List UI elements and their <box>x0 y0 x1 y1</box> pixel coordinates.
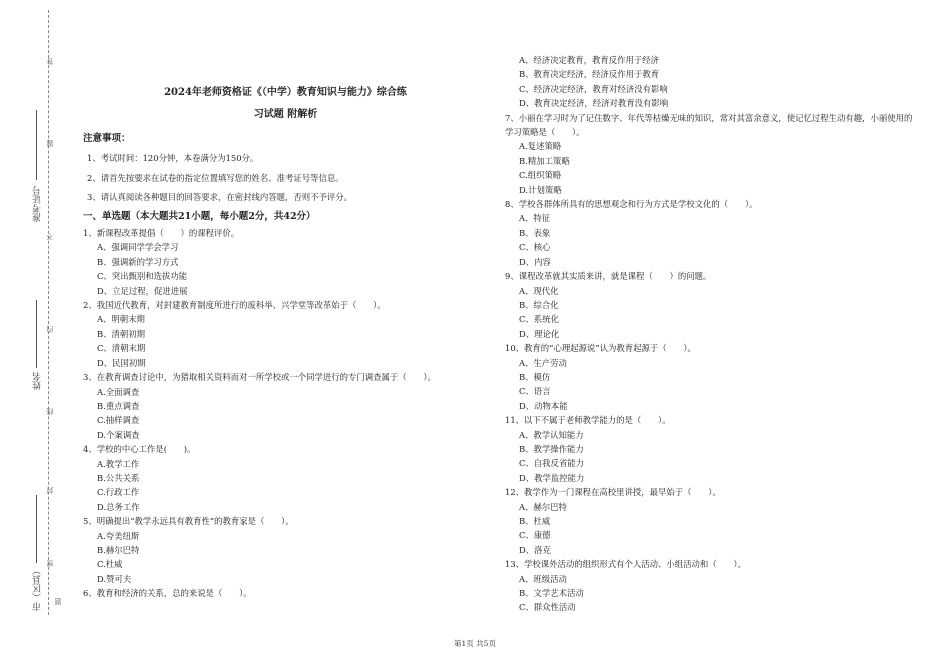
notice-item: 3、请认真阅读各种题目的回答要求，在密封线内答题，否则不予评分。 <box>87 192 352 203</box>
exam-number-blank <box>36 110 37 180</box>
answer-option: B.公共关系 <box>97 472 140 483</box>
answer-option: B、教育决定经济，经济反作用于教育 <box>519 69 660 80</box>
seal-char-feng: 封 <box>46 487 54 494</box>
district-label: 市（区县） <box>33 566 43 611</box>
question-stem: 6、教育和经济的关系，总的来说是（ ）。 <box>83 588 252 599</box>
question-stem: 9、课程改革就其实质来讲，就是课程（ ）的问题。 <box>505 271 712 282</box>
answer-option: D、民国初期 <box>97 357 146 368</box>
answer-option: A、教学认知能力 <box>519 429 584 440</box>
seal-char-da: 答 <box>46 58 54 65</box>
exam-title-line2: 习试题 附解析 <box>253 109 318 120</box>
answer-option: C、经济决定经济，教育对经济没有影响 <box>519 83 668 94</box>
answer-option: A、现代化 <box>519 285 559 296</box>
question-stem: 7、小丽在学习时为了记住数字、年代等枯燥无味的知识，常对其富余意义，使记忆过程生动有趣，小丽使用的学习策略是（ ）。 <box>505 112 913 138</box>
answer-option: C、核心 <box>519 242 551 253</box>
answer-option: D.赞可夫 <box>97 573 132 584</box>
question-stem: 5、明确提出“教学永远具有教育性”的教育家是（ ）。 <box>83 516 294 527</box>
answer-option: B.重点调查 <box>97 400 140 411</box>
left-column <box>83 82 488 601</box>
answer-option: D、洛克 <box>519 544 551 555</box>
answer-option: A.复述策略 <box>519 141 562 152</box>
answer-option: C.抽样调查 <box>97 415 140 426</box>
answer-option: A、赫尔巴特 <box>519 501 567 512</box>
answer-option: A、班级活动 <box>519 573 567 584</box>
answer-option: A、经济决定教育，教育反作用于经济 <box>519 55 660 65</box>
answer-option: D、内容 <box>519 256 551 267</box>
answer-option: D、教学监控能力 <box>519 472 585 483</box>
answer-option: A、生产劳动 <box>519 357 567 368</box>
answer-option: B、综合化 <box>519 299 559 310</box>
answer-option: B、模仿 <box>519 371 551 382</box>
answer-option: A.全面调查 <box>97 386 140 397</box>
answer-option: C、语言 <box>519 386 551 397</box>
answer-option: B、文学艺术活动 <box>519 588 584 599</box>
answer-option: C.组织策略 <box>519 170 562 181</box>
answer-option: B、杜威 <box>519 516 551 526</box>
answer-option: A、特征 <box>519 213 551 224</box>
answer-option: D、理论化 <box>519 328 560 339</box>
answer-option: D、动物本能 <box>519 400 568 411</box>
page-footer: 第1页 共5页 <box>454 639 496 648</box>
answer-option: B.赫尔巴特 <box>97 544 140 555</box>
notice-heading: 注意事项： <box>83 133 131 144</box>
answer-option: C.杜威 <box>97 559 123 570</box>
answer-option: D.个案调查 <box>97 429 140 440</box>
answer-option: C、突出甄别和选拔功能 <box>97 271 188 282</box>
question-stem: 10、教育的“心理起源说”认为教育起源于（ ）。 <box>505 343 696 354</box>
name-label: 姓名 <box>33 372 43 390</box>
question-stem: 8、学校各群体所具有的思想观念和行为方式是学校文化的（ ）。 <box>505 199 758 210</box>
answer-option: D.总务工作 <box>97 501 140 512</box>
exam-title-line1: 2024年老师资格证《（中学）教育知识与能力》综合练 <box>164 87 407 98</box>
question-stem: 3、在教育调查讨论中，为猎取相关资料而对一所学校或一个同学进行的专门调查属于（ ）。 <box>83 372 436 383</box>
answer-option: B、表象 <box>519 227 551 238</box>
seal-char-mi: 密 <box>46 560 54 567</box>
answer-option: C、清朝末期 <box>97 343 146 354</box>
seal-char-ti: 题 <box>46 140 54 147</box>
answer-option: A.夸美纽斯 <box>97 530 140 541</box>
answer-option: C、系统化 <box>519 314 559 325</box>
answer-option: B、强调新的学习方式 <box>97 256 179 267</box>
answer-option: C、群众性活动 <box>519 602 576 613</box>
answer-option: D、立足过程，促进进展 <box>97 285 188 296</box>
name-blank <box>36 300 37 368</box>
seal-char-bu: 不 <box>46 233 54 240</box>
seal-char-nei: 内 <box>46 326 54 333</box>
seal-dashed-line <box>48 10 49 615</box>
answer-option: C.行政工作 <box>97 487 140 498</box>
notice-item: 1、考试时间：120分钟，本卷满分为150分。 <box>87 153 259 164</box>
answer-option: B、清朝初期 <box>97 328 146 339</box>
question-stem: 2、我国近代教育，对封建教育制度所进行的废科举、兴学堂等改革始于（ ）。 <box>83 300 386 311</box>
left-question-list <box>83 226 488 601</box>
q6-option-list <box>505 53 913 111</box>
exam-title <box>83 82 488 126</box>
seal-char-xian: 线 <box>46 408 54 415</box>
notice-item: 2、请首先按要求在试卷的指定位置填写您的姓名、准考证号等信息。 <box>87 172 344 183</box>
section-heading: 一、单选题（本大题共21小题，每小题2分，共42分） <box>83 210 316 222</box>
right-question-list <box>505 111 913 615</box>
answer-option: C、康德 <box>519 530 551 541</box>
exam-number-label: 准考证号 <box>33 186 43 222</box>
answer-option: C、自我反省能力 <box>519 458 585 469</box>
binding-margin <box>0 0 75 671</box>
question-stem: 4、学校的中心工作是( )。 <box>83 444 196 455</box>
question-stem: 1、新课程改革提倡（ ）的课程评价。 <box>83 228 240 239</box>
answer-option: D、教育决定经济，经济对教育没有影响 <box>519 98 669 109</box>
answer-option: B、教学操作能力 <box>519 443 584 454</box>
question-stem: 12、教学作为一门课程在高校里讲授，最早始于（ ）。 <box>505 487 721 498</box>
right-column <box>505 53 913 615</box>
answer-option: D.计划策略 <box>519 184 562 195</box>
district-blank <box>36 495 37 563</box>
question-stem: 11、以下不属于老师教学能力的是（ ）。 <box>505 415 671 426</box>
answer-option: A.教学工作 <box>97 458 140 469</box>
question-stem: 13、学校课外活动的组织形式有个人活动、小组活动和（ ）。 <box>505 559 746 570</box>
answer-option: A、明朝末期 <box>97 314 145 325</box>
seal-char-end: 题 <box>54 598 62 605</box>
answer-option: A、强调同学学会学习 <box>97 242 179 253</box>
answer-option: B.精加工策略 <box>519 155 570 166</box>
